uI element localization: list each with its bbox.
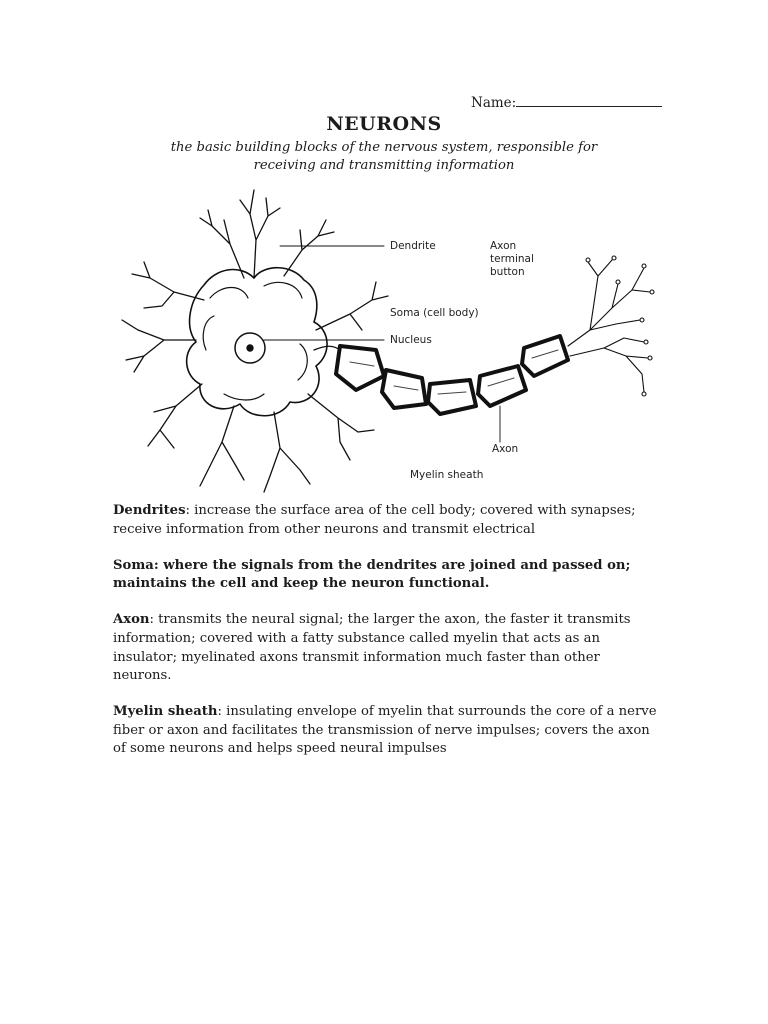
dendrite-branches (122, 190, 388, 492)
term-myelin-sheath: Myelin sheath (113, 704, 218, 720)
axon-terminal-branches (568, 256, 654, 396)
definition-soma (113, 557, 658, 594)
label-axon-terminal-3: button (490, 266, 525, 278)
page-subtitle: the basic building blocks of the nervous system, responsible for receiving and transmitting information (170, 140, 598, 173)
text-soma: : where the signals from the dendrites are joined and passed on; maintains the cell and keep the neuron functional. (113, 557, 631, 592)
term-axon: Axon (113, 612, 150, 628)
text-axon: : transmits the neural signal; the larger the axon, the faster it transmits information; covered with a fatty substance called myelin that acts as an insulator; myelinated axons transmit information much faster than other neurons. (113, 612, 631, 684)
name-label: Name: (471, 95, 517, 111)
label-axon-terminal-2: terminal (490, 253, 534, 265)
name-field[interactable] (471, 94, 662, 111)
definition-dendrites (113, 502, 658, 539)
myelin-sheath-segments (336, 336, 568, 414)
label-dendrite: Dendrite (390, 240, 436, 252)
label-axon-terminal-1: Axon (490, 240, 517, 252)
term-dendrites: Dendrites (113, 503, 186, 518)
definition-myelin-sheath (113, 703, 658, 759)
soma-outline (187, 268, 327, 416)
neuron-diagram (104, 180, 660, 495)
label-axon: Axon (492, 443, 519, 455)
name-blank-line[interactable] (516, 94, 662, 107)
label-nucleus: Nucleus (390, 334, 432, 346)
diagram-labels (390, 240, 534, 481)
definitions-list (113, 502, 658, 777)
page-title: NEURONS (326, 113, 442, 135)
term-soma: Soma (113, 557, 154, 573)
text-dendrites: : increase the surface area of the cell body; covered with synapses; receive information from other neurons and transmit electrical (113, 503, 636, 537)
label-myelin-sheath: Myelin sheath (410, 469, 484, 481)
text-myelin-sheath: : insulating envelope of myelin that surrounds the core of a nerve fiber or axon and facilitates the transmission of nerve impulses; covers the axon of some neurons and helps speed neural impulses (113, 704, 657, 757)
definition-axon (113, 611, 658, 685)
label-soma: Soma (cell body) (390, 307, 479, 319)
